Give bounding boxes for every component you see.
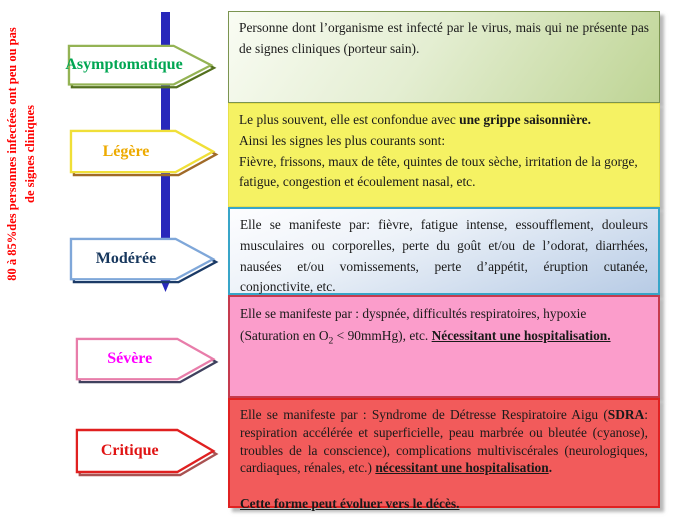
level-arrow-severe: [75, 337, 219, 385]
level-arrow-moderee: [69, 237, 219, 285]
level-label-critique: Critique: [100, 442, 159, 459]
description-box-asymptomatique: Personne dont l’organisme est infecté par le virus, mais qui ne présente pas de signes cliniques (porteur sain).: [228, 11, 660, 103]
level-label-asymptomatique: Asymptomatique: [65, 56, 183, 74]
level-label-severe: Sévère: [107, 350, 153, 368]
side-note-line2: de signes cliniques: [23, 105, 38, 203]
level-arrow-legere: [69, 129, 219, 178]
level-label-moderee: Modérée: [95, 250, 157, 268]
level-label-legere: Légère: [102, 142, 150, 160]
side-note: [0, 10, 52, 298]
description-box-moderee: Elle se manifeste par: fièvre, fatigue intense, essoufflement, douleurs musculaires ou corporelles, perte du goût et/ou de l’odorat, diarrhées, nausées et/ou vomissements, perte d’appétit, éruption cutanée, conjonctivite, etc.: [228, 207, 660, 295]
description-box-severe: Elle se manifeste par : dyspnée, difficultés respiratoires, hypoxie (Saturation en $O_2$ < 90mmHg), etc. Nécessitant une hospitalisation.: [228, 295, 660, 398]
description-box-legere: Le plus souvent, elle est confondue avec une grippe saisonnière. Ainsi les signes les plus courants sont: Fièvre, frissons, maux de tête, quintes de toux sèche, irritation de la gorge, fatigue, congestion et écoulement nasal, etc.: [228, 103, 660, 207]
side-note-text: [3, 8, 49, 300]
level-arrow-asymptomatique: [67, 44, 217, 90]
description-box-critique: Elle se manifeste par : Syndrome de Détresse Respiratoire Aigu (SDRA: respiration accélérée et superficielle, peau marbrée ou bleutée (cyanose), troubles de la conscience), complications multiviscérales (neurologiques, cardiaques, rénales, etc.) nécessitant une hospitalisation. Cette forme peut évoluer vers le décès.: [228, 398, 660, 508]
side-note-line1: 80 à 85%des personnes infectées ont peu ou pas: [5, 27, 19, 281]
level-arrow-critique: [75, 428, 219, 478]
